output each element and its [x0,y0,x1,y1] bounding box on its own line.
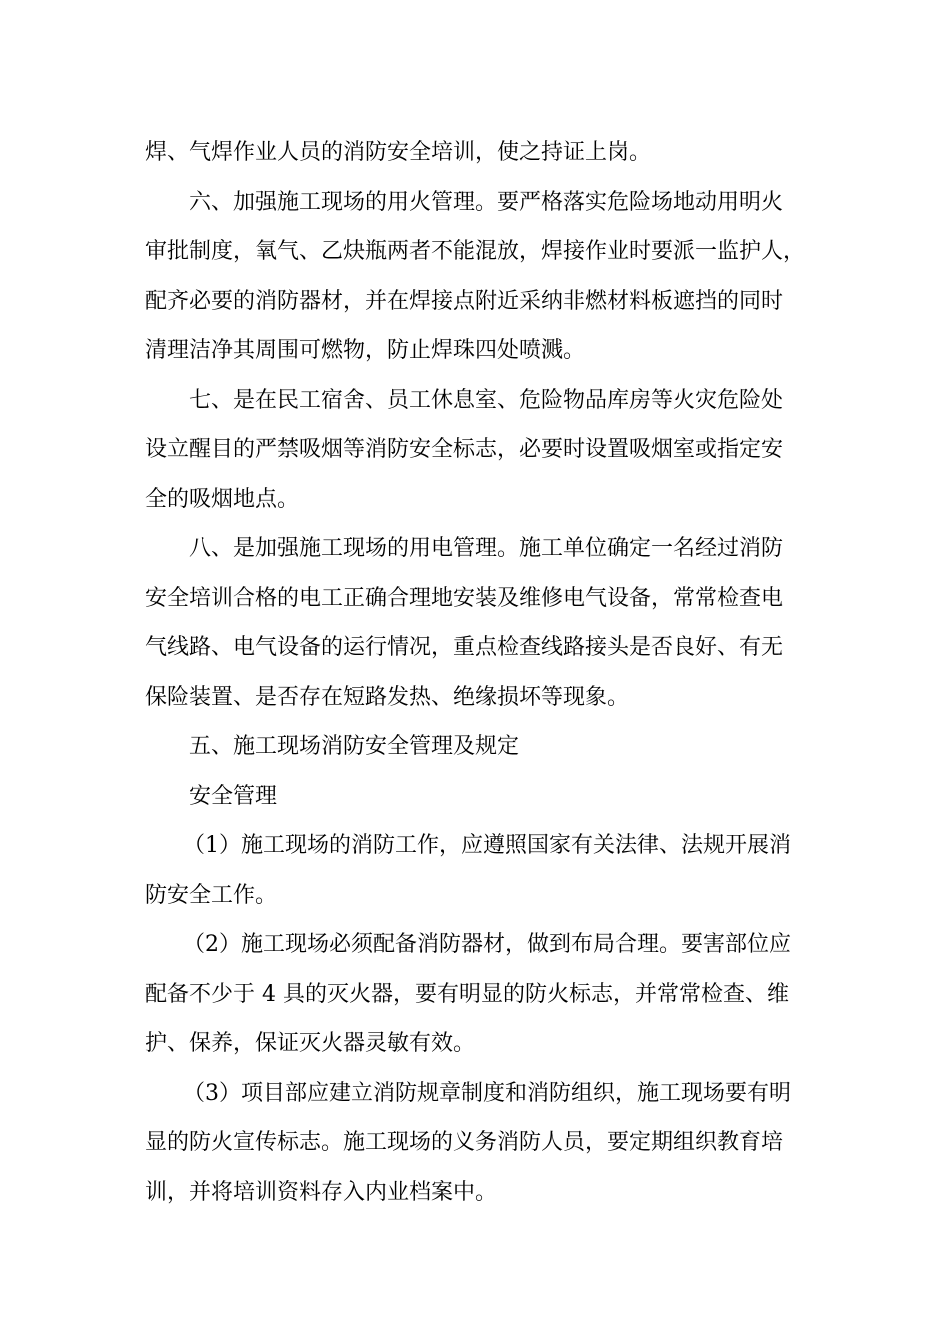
paragraph-continuation [145,128,810,178]
text-line: 防安全工作。 [145,882,278,908]
subsection-heading [145,772,810,822]
paragraph-fire-management [145,178,810,376]
text-line: 设立醒目的严禁吸烟等消防安全标志，必要时设置吸烟室或指定安 [145,437,784,462]
text-line: 八、是加强施工现场的用电管理。施工单位确定一名经过消防 [189,536,784,561]
text-line: 审批制度，氧气、乙炔瓶两者不能混放，焊接作业时要派一监护人， [145,239,806,264]
paragraph-electricity [145,524,810,722]
text-line: 气线路、电气设备的运行情况，重点检查线路接头是否良好、有无 [145,635,784,660]
text-line: 焊、气焊作业人员的消防安全培训，使之持证上岗。 [145,140,652,165]
document-body [145,128,810,1217]
text-line: 训，并将培训资料存入内业档案中。 [145,1179,498,1205]
text-line: 护、保养，保证灭火器灵敏有效。 [145,1031,476,1056]
text-line: 全的吸烟地点。 [145,486,300,512]
paragraph-item-2 [145,920,810,1069]
text-line: 配备不少于 4 具的灭火器，要有明显的防火标志，并常常检查、维 [145,981,789,1007]
text-line: 安全管理 [189,783,278,809]
text-line: （3）项目部应建立消防规章制度和消防组织，施工现场要有明 [183,1080,791,1106]
text-line: 安全培训合格的电工正确合理地安装及维修电气设备，常常检查电 [145,585,784,611]
text-line: （2）施工现场必须配备消防器材，做到布局合理。要害部位应 [183,932,791,957]
section-heading [145,722,810,772]
text-line: 五、施工现场消防安全管理及规定 [189,734,520,759]
paragraph-item-1 [145,821,810,920]
text-line: 保险装置、是否存在短路发热、绝缘损坏等现象。 [145,684,630,710]
text-line: 配齐必要的消防器材，并在焊接点附近采纳非燃材料板遮挡的同时 [145,288,784,314]
paragraph-item-3 [145,1069,810,1218]
text-line: 六、加强施工现场的用火管理。要严格落实危险场地动用明火 [189,189,784,215]
text-line: （1）施工现场的消防工作，应遵照国家有关法律、法规开展消 [183,833,791,858]
paragraph-no-smoking [145,376,810,525]
text-line: 清理洁净其周围可燃物，防止焊珠四处喷溅。 [145,338,586,363]
text-line: 显的防火宣传标志。施工现场的义务消防人员，要定期组织教育培 [145,1130,784,1155]
text-line: 七、是在民工宿舍、员工休息室、危险物品库房等火灾危险处 [189,387,784,413]
